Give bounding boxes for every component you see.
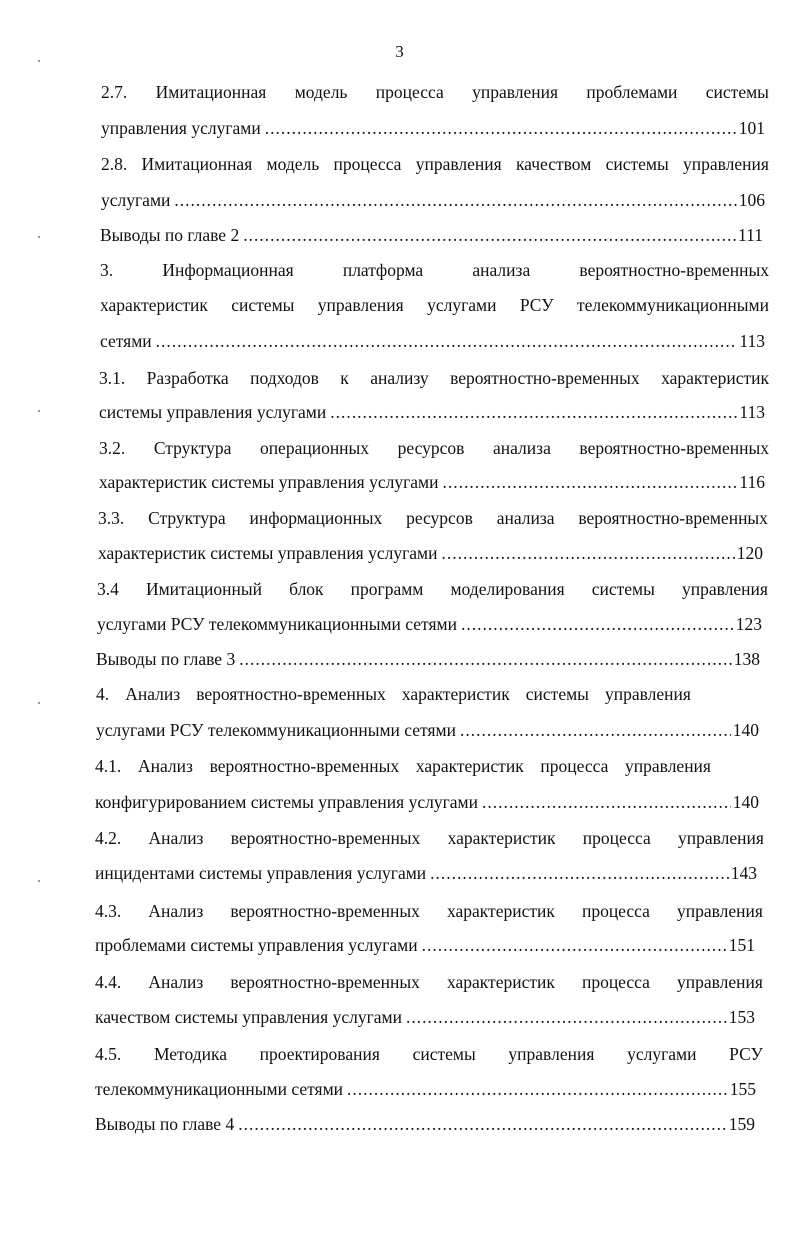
toc-word: характеристик <box>446 972 555 992</box>
toc-page-number: 116 <box>739 472 765 492</box>
toc-word: вероятностно-временных <box>450 368 640 388</box>
toc-word: управления <box>681 579 768 599</box>
toc-word: анализа <box>472 260 531 280</box>
toc-word: модель <box>294 82 348 102</box>
toc-word: Анализ <box>148 828 204 848</box>
toc-word: вероятностно-временных <box>230 972 420 992</box>
toc-word: системы <box>705 82 769 102</box>
toc-word: системы <box>591 579 655 599</box>
toc-word: ресурсов <box>397 438 465 458</box>
toc-entry-title: управления услугами <box>101 118 261 138</box>
toc-entry-first-line <box>95 752 711 780</box>
toc-word: вероятностно-временных <box>578 508 768 528</box>
toc-word: характеристик <box>446 901 555 921</box>
toc-word: Имитационный <box>145 579 263 599</box>
toc-entry-first-line <box>100 256 769 284</box>
toc-word: процесса <box>582 828 651 848</box>
toc-word: информационных <box>249 508 383 528</box>
toc-page-number: 138 <box>733 649 760 669</box>
toc-word: процесса <box>581 972 650 992</box>
toc-word: управления <box>317 295 404 315</box>
toc-word: Имитационная <box>141 154 253 174</box>
dot-leader <box>243 221 736 249</box>
toc-word: Анализ <box>148 972 204 992</box>
toc-page-number: 153 <box>728 1007 755 1027</box>
dot-leader <box>422 931 727 959</box>
toc-word: РСУ <box>519 295 554 315</box>
toc-page-number: 159 <box>728 1114 755 1134</box>
toc-word: анализа <box>496 508 555 528</box>
toc-entry-last-line <box>95 1110 755 1138</box>
toc-word: операционных <box>259 438 370 458</box>
toc-entry-last-line <box>101 114 765 142</box>
toc-word: 2.7. <box>101 82 128 102</box>
toc-entry-last-line <box>95 931 755 959</box>
toc-word: к <box>340 368 349 388</box>
toc-entry-title: конфигурированием системы управления услугами <box>95 792 478 812</box>
toc-word: процесса <box>333 154 402 174</box>
toc-word: качеством <box>515 154 592 174</box>
toc-word: управления <box>676 901 763 921</box>
toc-word: характеристик <box>661 368 769 388</box>
toc-word: управления <box>508 1044 595 1064</box>
toc-word: характеристик <box>100 295 208 315</box>
scan-speck <box>38 702 40 704</box>
toc-entry-first-line <box>101 150 769 178</box>
toc-word: управления <box>678 828 764 848</box>
toc-entry-title: Выводы по главе 4 <box>95 1114 235 1134</box>
toc-entry-last-line <box>99 398 765 426</box>
toc-word: Структура <box>148 508 226 528</box>
toc-entry-title: качеством системы управления услугами <box>95 1007 402 1027</box>
toc-word: услугами <box>427 295 497 315</box>
toc-word: характеристик <box>401 684 510 704</box>
toc-page-number: 151 <box>728 935 755 955</box>
toc-word: Анализ <box>148 901 204 921</box>
dot-leader <box>430 859 729 887</box>
toc-entry-title: телекоммуникационными сетями <box>95 1079 344 1099</box>
toc-word: 4.5. <box>95 1044 122 1064</box>
toc-entry-title: услугами РСУ телекоммуникационными сетями <box>96 720 456 740</box>
toc-word: РСУ <box>729 1044 763 1064</box>
toc-entry-first-line <box>95 968 763 996</box>
scan-speck <box>38 60 40 62</box>
toc-word: услугами <box>627 1044 697 1064</box>
toc-word: проектирования <box>259 1044 380 1064</box>
toc-word: вероятностно-временных <box>579 260 769 280</box>
toc-word: вероятностно-временных <box>209 756 400 776</box>
toc-page-number: 113 <box>739 402 765 422</box>
toc-word: системы <box>412 1044 476 1064</box>
toc-entry-title: инцидентами системы управления услугами <box>95 863 427 883</box>
toc-word: программ <box>350 579 424 599</box>
toc-word: анализа <box>493 438 551 458</box>
toc-word: Имитационная <box>155 82 267 102</box>
toc-entry-last-line <box>99 468 765 496</box>
toc-word: анализу <box>370 368 429 388</box>
toc-word: 2.8. <box>101 154 128 174</box>
toc-page-number: 101 <box>738 118 765 138</box>
toc-page-number: 120 <box>736 543 763 563</box>
toc-entry-last-line <box>96 645 760 673</box>
toc-entry-first-line <box>95 824 764 852</box>
toc-word: системы <box>525 684 589 704</box>
toc-entry-first-line <box>101 78 769 106</box>
toc-entry-title: характеристик системы управления услугами <box>99 472 439 492</box>
toc-entry-first-line <box>95 1040 763 1068</box>
toc-entry-last-line <box>95 788 759 816</box>
dot-leader <box>442 539 735 567</box>
toc-word: 4.3. <box>95 901 122 921</box>
toc-word: Методика <box>153 1044 227 1064</box>
toc-word: платформа <box>342 260 424 280</box>
toc-page-number: 106 <box>738 190 765 210</box>
toc-entry-first-line <box>96 680 691 708</box>
toc-word: характеристик <box>447 828 556 848</box>
toc-word: модель <box>266 154 320 174</box>
toc-word: моделирования <box>450 579 565 599</box>
toc-word: Анализ <box>137 756 193 776</box>
toc-word: вероятностно-временных <box>196 684 386 704</box>
toc-entry-last-line <box>96 716 759 744</box>
toc-entry-last-line <box>95 1003 755 1031</box>
toc-entry-first-line <box>99 364 769 392</box>
toc-word: ресурсов <box>406 508 473 528</box>
toc-entry-title: услугами РСУ телекоммуникационными сетями <box>97 614 457 634</box>
toc-word: 4. <box>96 684 110 704</box>
toc-word: управления <box>682 154 769 174</box>
toc-word: 4.2. <box>95 828 122 848</box>
dot-leader <box>156 327 738 355</box>
toc-word: системы <box>231 295 295 315</box>
toc-word: 4.1. <box>95 756 122 776</box>
toc-page-number: 123 <box>735 614 762 634</box>
scan-speck <box>38 410 40 412</box>
toc-word: Разработка <box>146 368 229 388</box>
toc-page-number: 155 <box>729 1079 756 1099</box>
dot-leader <box>347 1075 728 1103</box>
dot-leader <box>482 788 731 816</box>
dot-leader <box>330 398 737 426</box>
toc-entry-first-line <box>97 575 768 603</box>
page-number: 3 <box>395 42 404 61</box>
toc-word: системы <box>605 154 669 174</box>
toc-entry-last-line <box>100 327 765 355</box>
toc-page-number: 143 <box>730 863 757 883</box>
toc-page-number: 140 <box>732 720 759 740</box>
toc-word: проблемами <box>586 82 678 102</box>
toc-entry-title: проблемами системы управления услугами <box>95 935 418 955</box>
toc-word: управления <box>472 82 559 102</box>
toc-entry-last-line <box>100 221 763 249</box>
dot-leader <box>443 468 738 496</box>
toc-entry-last-line <box>97 610 762 638</box>
toc-word: Анализ <box>125 684 181 704</box>
toc-entry-title: характеристик системы управления услугами <box>98 543 438 563</box>
toc-entry-middle-line <box>100 291 769 319</box>
toc-word: подходов <box>250 368 319 388</box>
toc-page-number: 140 <box>732 792 759 812</box>
toc-entry-last-line <box>95 859 757 887</box>
toc-word: вероятностно-временных <box>230 828 421 848</box>
dot-leader <box>406 1003 727 1031</box>
toc-word: процесса <box>581 901 650 921</box>
toc-page-number: 113 <box>739 331 765 351</box>
toc-word: 3.4 <box>97 579 119 599</box>
toc-entry-first-line <box>95 897 763 925</box>
toc-entry-last-line <box>101 186 765 214</box>
toc-entry-title: сетями <box>100 331 152 351</box>
toc-page-number: 111 <box>738 225 763 245</box>
dot-leader <box>265 114 737 142</box>
toc-word: 4.4. <box>95 972 122 992</box>
scan-speck <box>38 236 40 238</box>
toc-word: управления <box>415 154 502 174</box>
dot-leader <box>460 716 731 744</box>
dot-leader <box>238 1110 727 1138</box>
toc-word: 3.1. <box>99 368 126 388</box>
dot-leader <box>461 610 734 638</box>
toc-entry-title: Выводы по главе 3 <box>96 649 236 669</box>
toc-word: управления <box>676 972 763 992</box>
toc-word: Структура <box>153 438 232 458</box>
toc-word: 3.2. <box>99 438 126 458</box>
dot-leader <box>174 186 736 214</box>
toc-word: вероятностно-временных <box>230 901 420 921</box>
toc-word: управления <box>604 684 691 704</box>
toc-entry-last-line <box>98 539 763 567</box>
toc-entry-title: Выводы по главе 2 <box>100 225 240 245</box>
toc-entry-last-line <box>95 1075 756 1103</box>
toc-word: управления <box>625 756 711 776</box>
toc-entry-first-line <box>98 504 768 532</box>
scan-speck <box>38 880 40 882</box>
dot-leader <box>239 645 732 673</box>
toc-entry-title: услугами <box>101 190 171 210</box>
toc-word: процесса <box>540 756 609 776</box>
toc-word: характеристик <box>415 756 524 776</box>
toc-entry-title: системы управления услугами <box>99 402 327 422</box>
toc-word: 3.3. <box>98 508 125 528</box>
toc-entry-first-line <box>99 434 769 462</box>
toc-word: Информационная <box>162 260 294 280</box>
toc-word: процесса <box>375 82 444 102</box>
toc-word: 3. <box>100 260 114 280</box>
toc-word: телекоммуникационными <box>576 295 769 315</box>
toc-word: блок <box>289 579 324 599</box>
toc-word: вероятностно-временных <box>579 438 769 458</box>
